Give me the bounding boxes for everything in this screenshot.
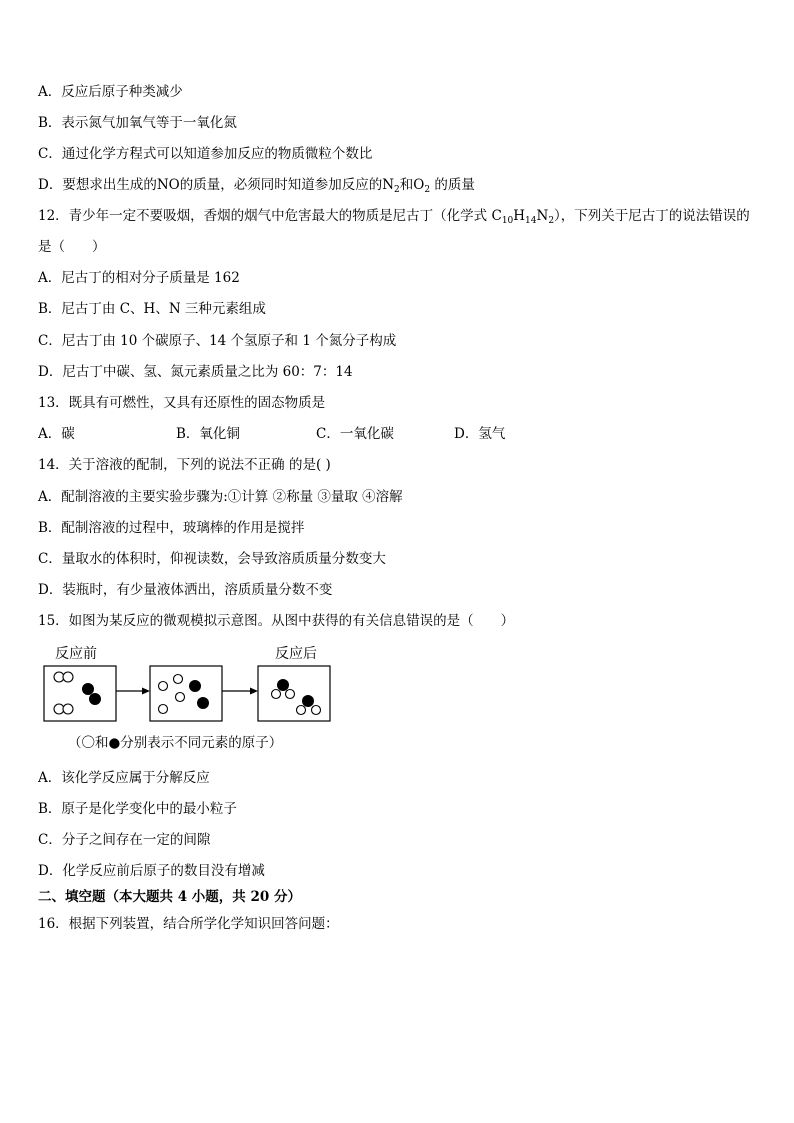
q13-option-c: C．一氧化碳: [316, 426, 394, 442]
q12-stem-text-1: 12．青少年一定不要吸烟，香烟的烟气中危害最大的物质是尼古丁（化学式 C: [38, 208, 502, 224]
q12-sub-h: 14: [525, 216, 537, 226]
q12-stem-h: H: [513, 208, 526, 224]
q14-option-a: A．配制溶液的主要实验步骤为:①计算 ②称量 ③量取 ④溶解: [38, 489, 403, 505]
q12-sub-c: 10: [501, 216, 514, 226]
q12-option-d: D．尼古丁中碳、氢、氮元素质量之比为 60：7：14: [38, 364, 353, 380]
q12-sub-n: 2: [548, 216, 555, 226]
q13-option-a: A．碳: [38, 426, 75, 442]
q11-option-a: A．反应后原子种类减少: [38, 84, 183, 100]
q12-stem: [38, 207, 750, 225]
q11-d-sub-2: 2: [424, 185, 431, 195]
q13-options: [38, 425, 505, 443]
q15-option-a: A．该化学反应属于分解反应: [38, 770, 210, 786]
diagram-caption: （〇和●分别表示不同元素的原子）: [68, 735, 283, 751]
q12-option-b: B．尼古丁由 C、H、N 三种元素组成: [38, 301, 266, 317]
q14-option-b: B．配制溶液的过程中，玻璃棒的作用是搅拌: [38, 520, 305, 536]
q12-stem-n: N: [536, 208, 549, 224]
q15-option-c: C．分子之间存在一定的间隙: [38, 832, 211, 848]
q15-option-b: B．原子是化学变化中的最小粒子: [38, 801, 237, 817]
label-after-reaction: 反应后: [275, 646, 317, 662]
q12-option-a: A．尼古丁的相对分子质量是 162: [38, 270, 240, 286]
section-2-title: 二、填空题（本大题共 4 小题，共 20 分）: [38, 889, 301, 905]
label-before-reaction: 反应前: [55, 646, 97, 662]
q15-stem: 15．如图为某反应的微观模拟示意图。从图中获得的有关信息错误的是（ ）: [38, 613, 515, 629]
q14-option-d: D．装瓶时，有少量液体洒出，溶质质量分数不变: [38, 582, 333, 598]
q11-option-b: B．表示氮气加氧气等于一氧化氮: [38, 115, 237, 131]
q11-d-text-1: D．要想求出生成的NO的质量，必须同时知道参加反应的N: [38, 177, 395, 193]
arrow-1: [116, 688, 150, 695]
q12-stem-line2: 是（ ）: [38, 239, 106, 255]
q11-d-text-2: 和O: [399, 177, 425, 193]
q16-stem: 16．根据下列装置，结合所学化学知识回答问题：: [38, 916, 339, 932]
q13-option-d: D．氢气: [454, 426, 506, 442]
q12-stem-text-2: ），下列关于尼古丁的说法错误的: [554, 208, 750, 224]
q11-d-sub-1: 2: [394, 185, 400, 195]
q11-option-d: [38, 176, 475, 194]
q15-option-d: D．化学反应前后原子的数目没有增减: [38, 863, 265, 879]
arrow-2: [222, 688, 258, 695]
q11-option-c: C．通过化学方程式可以知道参加反应的物质微粒个数比: [38, 146, 373, 162]
q13-option-b: B．氧化铜: [176, 426, 240, 442]
q14-stem: 14．关于溶液的配制，下列的说法不正确 的是( ): [38, 457, 331, 473]
q13-stem: 13．既具有可燃性，又具有还原性的固态物质是: [38, 395, 326, 411]
reaction-diagram: [40, 642, 340, 754]
q14-option-c: C．量取水的体积时，仰视读数，会导致溶质质量分数变大: [38, 551, 386, 567]
q11-d-text-3: 的质量: [430, 177, 475, 193]
q12-option-c: C．尼古丁由 10 个碳原子、14 个氢原子和 1 个氮分子构成: [38, 333, 397, 349]
